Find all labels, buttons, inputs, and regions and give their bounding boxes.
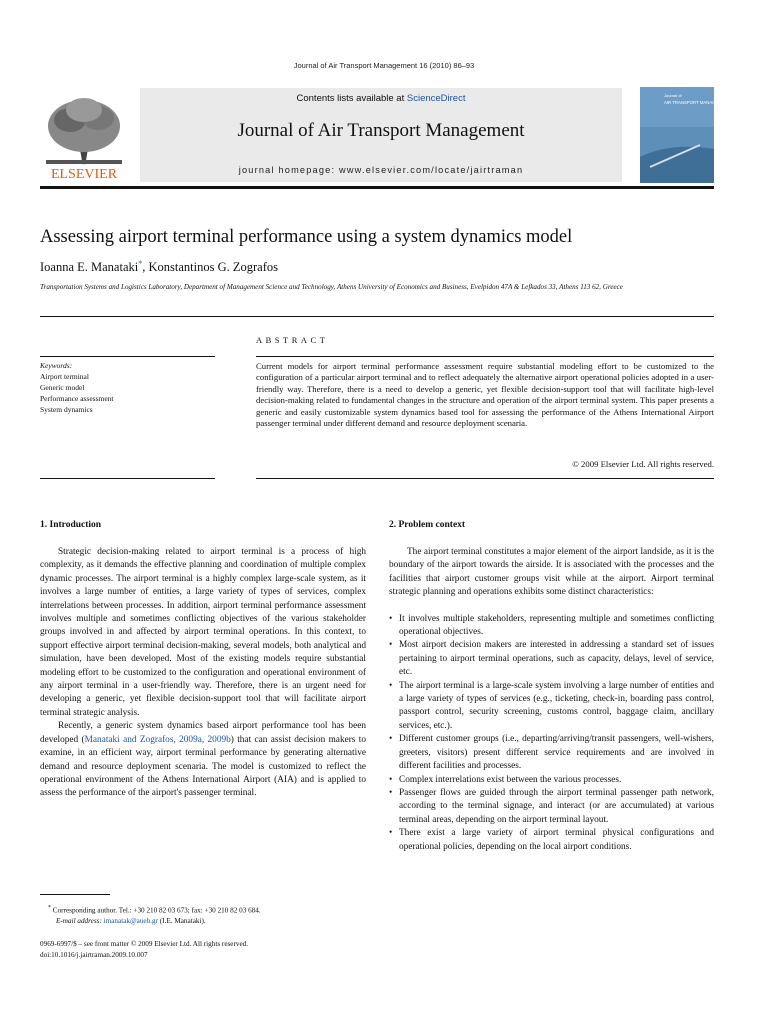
elsevier-logo — [40, 90, 128, 182]
sciencedirect-link[interactable]: ScienceDirect — [406, 93, 466, 104]
citation-link[interactable]: Manataki and Zografos, 2009a, 2009b — [84, 734, 231, 745]
list-item: • The airport terminal is a large-scale system involving a large number of entities and a large variety of types of services (e.g., ticketing, check-in, boarding pass control, passport control, security screening, customs control, baggage claim, ancillary services, etc.). — [389, 680, 714, 734]
abstract-heading: ABSTRACT — [256, 335, 329, 345]
doi-line[interactable]: doi:10.1016/j.jairtraman.2009.10.007 — [40, 950, 148, 959]
email-link[interactable]: imanatak@aueb.gr — [103, 917, 158, 926]
list-item: • It involves multiple stakeholders, representing multiple and sometimes conflicting operational objectives. — [389, 613, 714, 640]
footnote-line-1 — [40, 903, 375, 916]
author-primary: Ioanna E. Manataki — [40, 260, 139, 275]
contents-prefix: Contents lists available at — [296, 93, 407, 104]
title-rule — [40, 316, 714, 317]
journal-homepage[interactable]: journal homepage: www.elsevier.com/locate/jairtraman — [238, 165, 524, 175]
email-after: (I.E. Manataki). — [157, 917, 206, 926]
abstract-copyright: © 2009 Elsevier Ltd. All rights reserved. — [572, 459, 714, 469]
section1-p2-before: Recently, a generic system dynamics based airport performance tool has been developed ( — [40, 721, 366, 745]
footnote-contact: Corresponding author. Tel.: +30 210 82 03 673; fax: +30 210 82 03 684. — [52, 906, 261, 915]
abstract-rule-top — [256, 356, 714, 357]
section2-paragraph: The airport terminal constitutes a major element of the airport landside, as it is the boundary of the airport towards the airside. It is associated with the processes and the facilities that airport customer groups visit while at the airport. Airport terminal strategic planning and operations exhibits some distinct characteristics: — [389, 547, 714, 598]
author-footnote-mark[interactable]: * — [138, 259, 143, 268]
keyword-item: Generic model — [40, 382, 85, 392]
abstract-text: Current models for airport terminal performance assessment require substantial modeling effort to be customized to the configuration of a particular airport terminal and to reflect adequately the alternative airport operational policies adopted in a user-friendly way. Therefore, there is a need to develop a generic, yet flexible decision-support tool that will facilitate high-level decision-making related to fundamental changes in the structure and operation of the airport terminal system. This paper presents a generic and easily customizable system dynamics based tool for assessing the performance of the Athens International Airport passenger terminal under different demand and resource deployment scenaria. — [256, 361, 714, 429]
journal-cover — [640, 87, 731, 183]
contents-line — [140, 93, 622, 104]
list-item: • Different customer groups (i.e., departing/arriving/transit passengers, well-wishers, greeters, visitors) present different service requirements and are involved in different facilities and processes. — [389, 733, 714, 773]
list-item: • Most airport decision makers are interested in addressing a standard set of issues pertaining to airport terminal operations, such as capacity, delays, level of service, etc. — [389, 639, 714, 679]
footnote-rule — [40, 894, 110, 895]
characteristics-list — [389, 613, 714, 854]
article-authors — [40, 259, 714, 275]
journal-cover-image — [640, 87, 731, 183]
cover-title: AIR TRANSPORT MANAGEMENT — [664, 100, 731, 105]
elsevier-tree-icon — [40, 90, 128, 182]
list-item: • Complex interrelations exist between the various processes. — [389, 774, 714, 787]
keywords-heading: Keywords: — [40, 361, 73, 370]
section1-body — [40, 546, 366, 801]
section1-paragraph-2 — [40, 720, 366, 800]
keyword-item: Performance assessment — [40, 393, 114, 403]
keywords-rule-top — [40, 356, 215, 357]
keywords-rule-bottom — [40, 478, 215, 479]
section1-p2-after: ) that can assist decision makers to examine, in an efficient way, airport terminal performance by generating alternative demand and resource deployment scenaria. The model is customized to reflect the operational environment of the Athens International Airport (AIA) and is applied to assess the performance of the airport's passenger terminal. — [40, 734, 367, 799]
abstract-rule-bottom — [256, 478, 714, 479]
section1-heading: 1. Introduction — [40, 520, 102, 530]
keyword-item: System dynamics — [40, 404, 93, 414]
header-rule — [40, 186, 714, 189]
journal-title: Journal of Air Transport Management — [237, 120, 525, 141]
list-item: • Passenger flows are guided through the airport terminal passenger path network, according to the terminal signage, and interact (or are accumulated) at various terminal areas, depending on the airport terminal layout. — [389, 787, 714, 827]
issn-line: 0969-6997/$ – see front matter © 2009 Elsevier Ltd. All rights reserved. — [40, 940, 249, 948]
section2-heading: 2. Problem context — [389, 520, 466, 530]
publisher-name: ELSEVIER — [50, 167, 118, 182]
list-item: • There exist a large variety of airport terminal physical configurations and operational policies, depending on the local airport conditions. — [389, 827, 714, 854]
author-affiliation: Transportation Systems and Logistics Laboratory, Department of Management Science and Technology, Athens University of Economics and Business, Evelpidon 47A & Lefkados 33, Athens 113 62, Greece — [40, 283, 623, 291]
footnote — [40, 903, 375, 927]
article-title: Assessing airport terminal performance using a system dynamics model — [40, 227, 573, 247]
email-label: E-mail address: — [56, 917, 102, 926]
front-matter — [40, 939, 440, 961]
keywords-block — [40, 361, 215, 416]
footnote-mark: * — [48, 905, 51, 911]
journal-citation: Journal of Air Transport Management 16 (2010) 86–93 — [293, 61, 475, 70]
keyword-item: Airport terminal — [40, 371, 89, 381]
author-secondary: , Konstantinos G. Zografos — [142, 260, 278, 275]
section2-body — [389, 546, 714, 854]
footnote-line-2 — [40, 916, 375, 927]
section1-paragraph: Strategic decision-making related to airport terminal is a process of high complexity, as it demands the effective planning and coordination of multiple complex dynamic processes. The airport terminal is a highly complex large-scale system, as it involves a large number of entities, a large variety of types of services, complex interrelations between processes. In addition, airport terminal performance assessment involves multiple and sometimes conflicting objectives of the various stakeholder groups involved in and affected by airport terminal operations. In this context, to support effective airport terminal decision-making, several models, both analytical and simulation, have been developed. Most of the existing models require substantial modeling effort to be customized to the configuration and operational environment of any airport terminal in a user-friendly way. Therefore, there is an urgent need for developing a generic, yet flexible decision-support tool that will facilitate airport terminal strategic analysis. — [40, 547, 366, 718]
cover-label: Journal of — [664, 93, 682, 98]
